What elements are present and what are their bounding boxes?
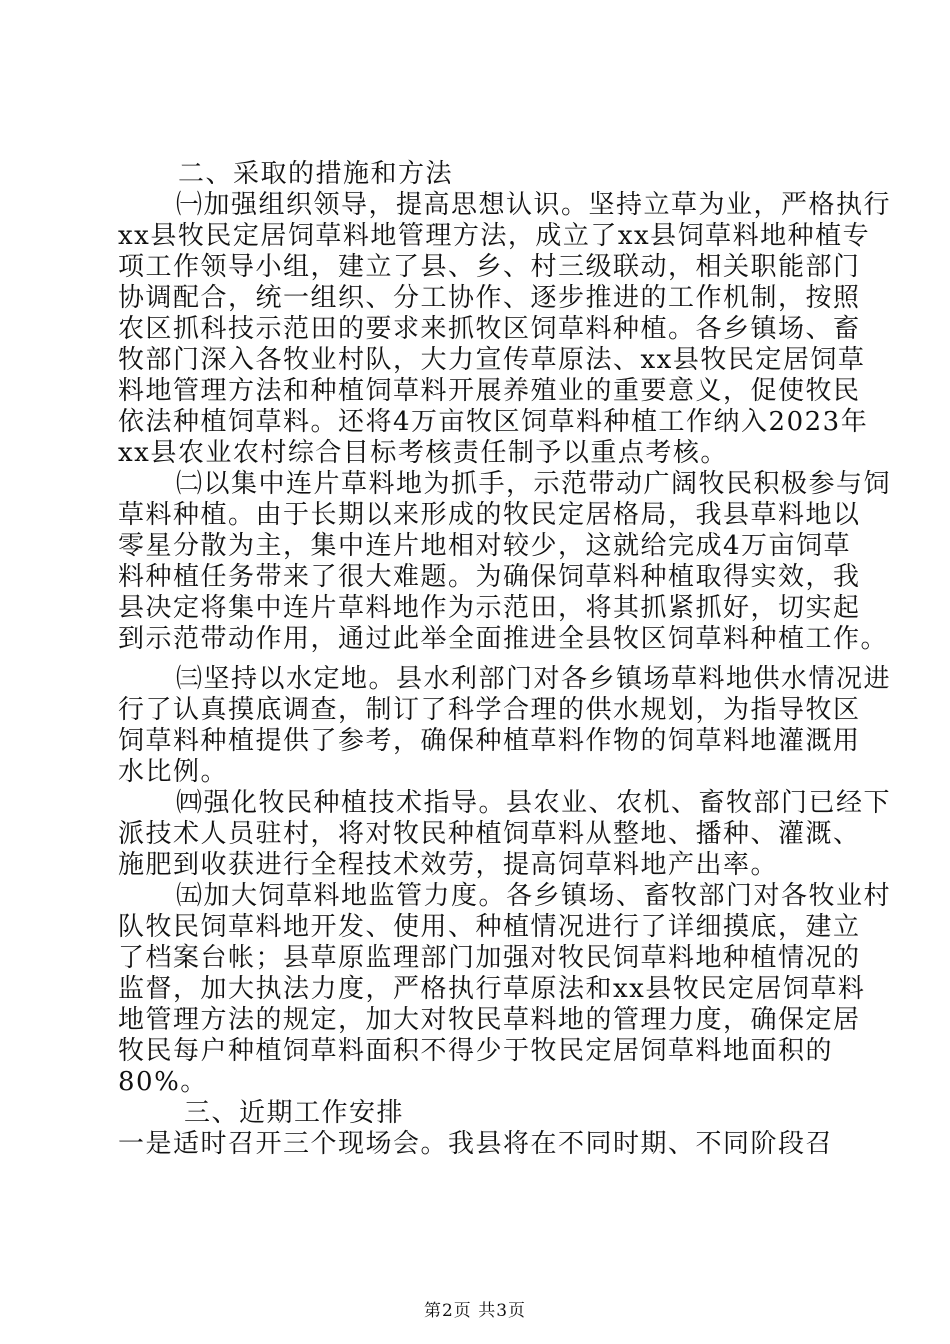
paragraph-line: 项工作领导小组，建立了县、乡、村三级联动，相关职能部门: [118, 252, 861, 282]
paragraph-line: 依法种植饲草料。还将4万亩牧区饲草料种植工作纳入2023年: [118, 407, 869, 437]
paragraph-line: 协调配合，统一组织、分工协作、逐步推进的工作机制，按照: [118, 283, 861, 313]
page-number-footer: 第2页 共3页: [423, 1301, 527, 1321]
paragraph-line: ㈡以集中连片草料地为抓手，示范带动广阔牧民积极参与饲: [176, 469, 892, 499]
paragraph-line: ㈠加强组织领导，提高思想认识。坚持立草为业，严格执行: [176, 190, 892, 220]
paragraph-line: 行了认真摸底调查，制订了科学合理的供水规划，为指导牧区: [118, 695, 861, 725]
paragraph-line: 牧部门深入各牧业村队，大力宣传草原法、xx县牧民定居饲草: [118, 345, 866, 375]
paragraph-line: 牧民每户种植饲草料面积不得少于牧民定居饲草料地面积的: [118, 1036, 834, 1066]
paragraph-line: 水比例。: [118, 757, 229, 787]
paragraph-line: 到示范带动作用，通过此举全面推进全县牧区饲草料种植工作。: [118, 624, 889, 654]
paragraph-line: xx县牧民定居饲草料地管理方法，成立了xx县饲草料地种植专: [118, 221, 871, 251]
paragraph-line: 料种植任务带来了很大难题。为确保饲草料种植取得实效，我: [118, 562, 861, 592]
paragraph-line: 一是适时召开三个现场会。我县将在不同时期、不同阶段召: [118, 1129, 834, 1159]
paragraph-line: ㈤加大饲草料地监管力度。各乡镇场、畜牧部门对各牧业村: [176, 881, 892, 911]
paragraph-line: 施肥到收获进行全程技术效劳，提高饲草料地产出率。: [118, 850, 779, 880]
paragraph-line: ㈢坚持以水定地。县水利部门对各乡镇场草料地供水情况进: [176, 664, 892, 694]
paragraph-line: 草料种植。由于长期以来形成的牧民定居格局，我县草料地以: [118, 500, 861, 530]
paragraph-line: 80%。: [118, 1067, 208, 1097]
paragraph-line: 派技术人员驻村，将对牧民种植饲草料从整地、播种、灌溉、: [118, 819, 861, 849]
paragraph-line: 零星分散为主，集中连片地相对较少，这就给完成4万亩饲草: [118, 531, 852, 561]
paragraph-line: 县决定将集中连片草料地作为示范田，将其抓紧抓好，切实起: [118, 593, 861, 623]
paragraph-line: 了档案台帐；县草原监理部门加强对牧民饲草料地种植情况的: [118, 943, 861, 973]
paragraph-line: 农区抓科技示范田的要求来抓牧区饲草料种植。各乡镇场、畜: [118, 314, 861, 344]
paragraph-line: ㈣强化牧民种植技术指导。县农业、农机、畜牧部门已经下: [176, 788, 892, 818]
paragraph-line: xx县农业农村综合目标考核责任制予以重点考核。: [118, 438, 728, 468]
section-heading: 三、近期工作安排: [184, 1098, 405, 1128]
paragraph-line: 地管理方法的规定，加大对牧民草料地的管理力度，确保定居: [118, 1005, 861, 1035]
paragraph-line: 队牧民饲草料地开发、使用、种植情况进行了详细摸底，建立: [118, 912, 861, 942]
section-heading: 二、采取的措施和方法: [178, 159, 454, 189]
paragraph-line: 饲草料种植提供了参考，确保种植草料作物的饲草料地灌溉用: [118, 726, 861, 756]
paragraph-line: 料地管理方法和种植饲草料开展养殖业的重要意义，促使牧民: [118, 376, 861, 406]
paragraph-line: 监督，加大执法力度，严格执行草原法和xx县牧民定居饲草料: [118, 974, 866, 1004]
